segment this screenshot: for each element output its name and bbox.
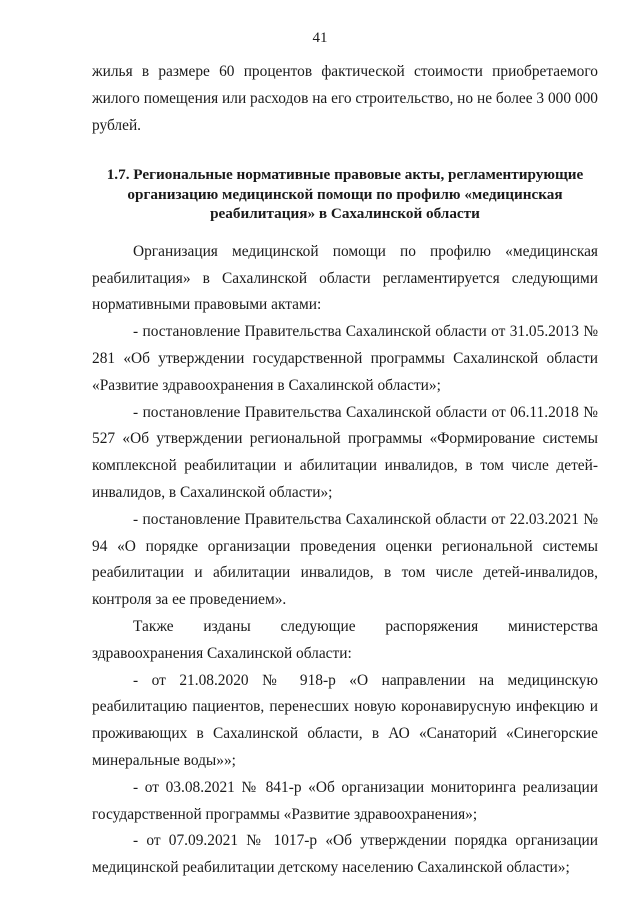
page-number: 41: [312, 30, 328, 46]
section-heading: 1.7. Региональные нормативные правовые акты, регламентирующие организацию медицинской помощи по профилю «медицинская реабилитация» в Сахалинской области: [106, 166, 584, 223]
paragraph-orders-intro: Также изданы следующие распоряжения министерства здравоохранения Сахалинской области:: [92, 618, 598, 662]
document-body: [92, 59, 598, 882]
paragraph-continuation: жилья в размере 60 процентов фактической стоимости приобретаемого жилого помещения или расходов на его строительство, но не более 3 000 000 рублей.: [92, 63, 598, 134]
list-item-decree-527: - постановление Правительства Сахалинской области от 06.11.2018 № 527 «Об утверждении региональной программы «Формирование системы комплексной реабилитации и абилитации инвалидов, в том числе детей-инвалидов, в Сахалинской области»;: [92, 403, 598, 502]
list-item-order-841: - от 03.08.2021 № 841-р «Об организации мониторинга реализации государственной программы «Развитие здравоохранения»;: [92, 778, 598, 823]
list-item-order-918: - от 21.08.2020 № 918-р «О направлении на медицинскую реабилитацию пациентов, перенесших новую коронавирусную инфекцию и проживающих в Сахалинской области, в АО «Санаторий «Синегорские минеральные воды»»;: [92, 671, 598, 770]
list-item-order-1017: - от 07.09.2021 № 1017-р «Об утверждении порядка организации медицинской реабилитации детскому населению Сахалинской области»;: [92, 832, 598, 877]
paragraph-intro: Организация медицинской помощи по профилю «медицинская реабилитация» в Сахалинской области регламентируется следующими нормативными правовыми актами:: [92, 242, 598, 314]
list-item-decree-94: - постановление Правительства Сахалинской области от 22.03.2021 № 94 «О порядке организации проведения оценки региональной системы реабилитации и абилитации инвалидов, в том числе детей-инвалидов, контроля за ее проведением».: [92, 510, 598, 609]
list-item-decree-281: - постановление Правительства Сахалинской области от 31.05.2013 № 281 «Об утверждении государственной программы Сахалинской области «Развитие здравоохранения в Сахалинской области»;: [92, 323, 598, 394]
